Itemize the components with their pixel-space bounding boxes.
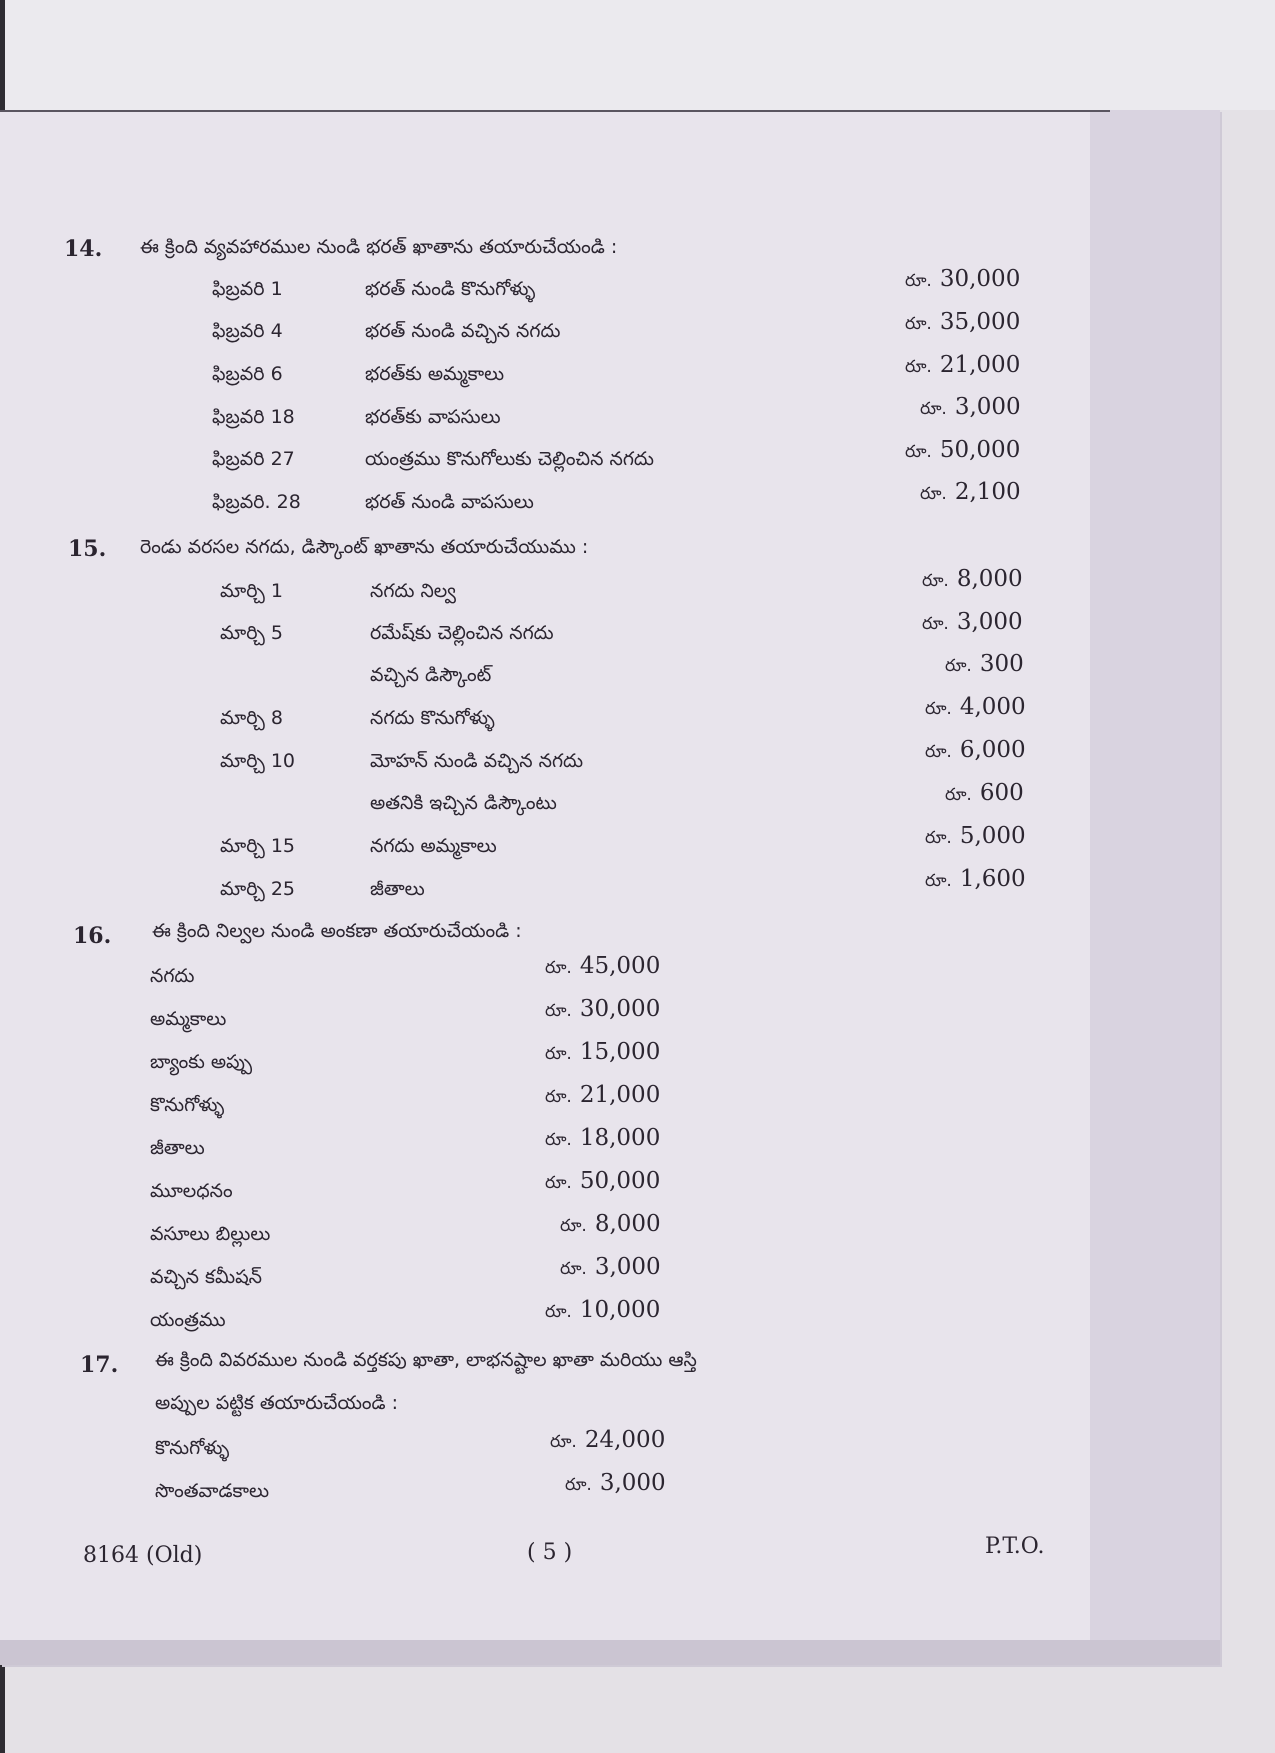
question-15-text: రెండు వరసల నగదు, డిస్కౌంట్ ఖాతాను తయారుచేయుము : — [140, 536, 589, 558]
q17-amount: రూ. 24,000 — [550, 1427, 666, 1453]
q16-amount: రూ. 18,000 — [545, 1125, 661, 1151]
question-15-number: 15. — [68, 536, 107, 562]
q15-amount: రూ. 5,000 — [925, 823, 1026, 849]
q14-amount: రూ. 50,000 — [905, 437, 1021, 463]
question-17-text-line2: అప్పుల పట్టిక తయారుచేయండి : — [155, 1392, 399, 1414]
q16-item: వచ్చిన కమీషన్ — [150, 1266, 262, 1288]
q16-item: అమ్మకాలు — [150, 1008, 227, 1030]
q17-item: సొంతవాడకాలు — [155, 1480, 270, 1502]
q15-date: మార్చి 1 — [220, 580, 283, 602]
q15-desc: రమేష్‌కు చెల్లించిన నగదు — [370, 622, 554, 644]
q16-amount: రూ. 45,000 — [545, 953, 661, 979]
paper-code: 8164 (Old) — [83, 1543, 203, 1568]
question-16-number: 16. — [73, 923, 112, 949]
q14-amount: రూ. 35,000 — [905, 309, 1021, 335]
q14-date: ఫిబ్రవరి 6 — [212, 363, 283, 385]
q16-amount: రూ. 50,000 — [545, 1168, 661, 1194]
q15-desc: నగదు నిల్వ — [370, 580, 456, 602]
q14-amount: రూ. 30,000 — [905, 266, 1021, 292]
q14-desc: భరత్ నుండి కొనుగోళ్ళు — [365, 278, 536, 300]
q16-item: యంత్రము — [150, 1309, 226, 1331]
q14-date: ఫిబ్రవరి 4 — [212, 320, 283, 342]
q15-desc: వచ్చిన డిస్కౌంట్ — [370, 664, 492, 686]
q15-desc: జీతాలు — [370, 878, 425, 900]
q14-amount: రూ. 3,000 — [920, 394, 1021, 420]
question-17-number: 17. — [80, 1352, 119, 1378]
q14-desc: భరత్‌కు వాపసులు — [365, 406, 501, 428]
q16-item: వసూలు బిల్లులు — [150, 1223, 271, 1245]
q14-desc: భరత్‌కు అమ్మకాలు — [365, 363, 505, 385]
q16-item: నగదు — [150, 965, 195, 987]
q14-amount: రూ. 21,000 — [905, 352, 1021, 378]
q16-item: మూలధనం — [150, 1180, 233, 1202]
question-17-text-line1: ఈ క్రింది వివరముల నుండి వర్తకపు ఖాతా, లాభనష్టాల ఖాతా మరియు ఆస్తి — [155, 1349, 697, 1371]
q14-date: ఫిబ్రవరి 1 — [212, 278, 283, 300]
q14-amount: రూ. 2,100 — [920, 479, 1021, 505]
q14-desc: భరత్ నుండి వచ్చిన నగదు — [365, 320, 561, 342]
q15-desc: అతనికి ఇచ్చిన డిస్కౌంటు — [370, 792, 557, 814]
page-number: ( 5 ) — [527, 1540, 573, 1565]
q14-desc: భరత్ నుండి వాపసులు — [365, 491, 534, 513]
scan-top-margin — [5, 0, 1275, 110]
q14-date: ఫిబ్రవరి. 28 — [212, 491, 301, 513]
q15-date: మార్చి 8 — [220, 707, 283, 729]
q16-item: జీతాలు — [150, 1137, 205, 1159]
question-14-number: 14. — [64, 236, 103, 262]
pto-note: P.T.O. — [985, 1534, 1045, 1559]
sheet-bottom-strip — [0, 1640, 1220, 1665]
q16-item: కొనుగోళ్ళు — [150, 1094, 225, 1116]
q16-amount: రూ. 15,000 — [545, 1039, 661, 1065]
q15-amount: రూ. 600 — [945, 780, 1024, 806]
q15-date: మార్చి 5 — [220, 622, 283, 644]
q16-amount: రూ. 8,000 — [560, 1211, 661, 1237]
q17-item: కొనుగోళ్ళు — [155, 1437, 230, 1459]
q15-amount: రూ. 1,600 — [925, 866, 1026, 892]
q16-item: బ్యాంకు అప్పు — [150, 1051, 253, 1073]
q15-amount: రూ. 8,000 — [922, 566, 1023, 592]
question-14-text: ఈ క్రింది వ్యవహారముల నుండి భరత్ ఖాతాను తయారుచేయండి : — [140, 236, 618, 258]
q15-amount: రూ. 6,000 — [925, 737, 1026, 763]
q17-amount: రూ. 3,000 — [565, 1470, 666, 1496]
q15-desc: నగదు అమ్మకాలు — [370, 835, 497, 857]
q15-desc: నగదు కొనుగోళ్ళు — [370, 707, 495, 729]
q15-date: మార్చి 10 — [220, 750, 296, 772]
question-16-text: ఈ క్రింది నిల్వల నుండి అంకణా తయారుచేయండి : — [152, 920, 522, 942]
q15-date: మార్చి 15 — [220, 835, 296, 857]
q15-amount: రూ. 4,000 — [925, 694, 1026, 720]
q15-amount: రూ. 300 — [945, 651, 1024, 677]
q14-date: ఫిబ్రవరి 27 — [212, 448, 295, 470]
q16-amount: రూ. 3,000 — [560, 1254, 661, 1280]
q15-desc: మోహన్ నుండి వచ్చిన నగదు — [370, 750, 584, 772]
q14-date: ఫిబ్రవరి 18 — [212, 406, 295, 428]
q16-amount: రూ. 30,000 — [545, 996, 661, 1022]
q14-desc: యంత్రము కొనుగోలుకు చెల్లించిన నగదు — [365, 448, 654, 470]
q15-amount: రూ. 3,000 — [922, 609, 1023, 635]
sheet-right-strip — [1090, 110, 1220, 1665]
q16-amount: రూ. 10,000 — [545, 1297, 661, 1323]
sheet-top-border — [0, 110, 1110, 112]
q16-amount: రూ. 21,000 — [545, 1082, 661, 1108]
q15-date: మార్చి 25 — [220, 878, 296, 900]
